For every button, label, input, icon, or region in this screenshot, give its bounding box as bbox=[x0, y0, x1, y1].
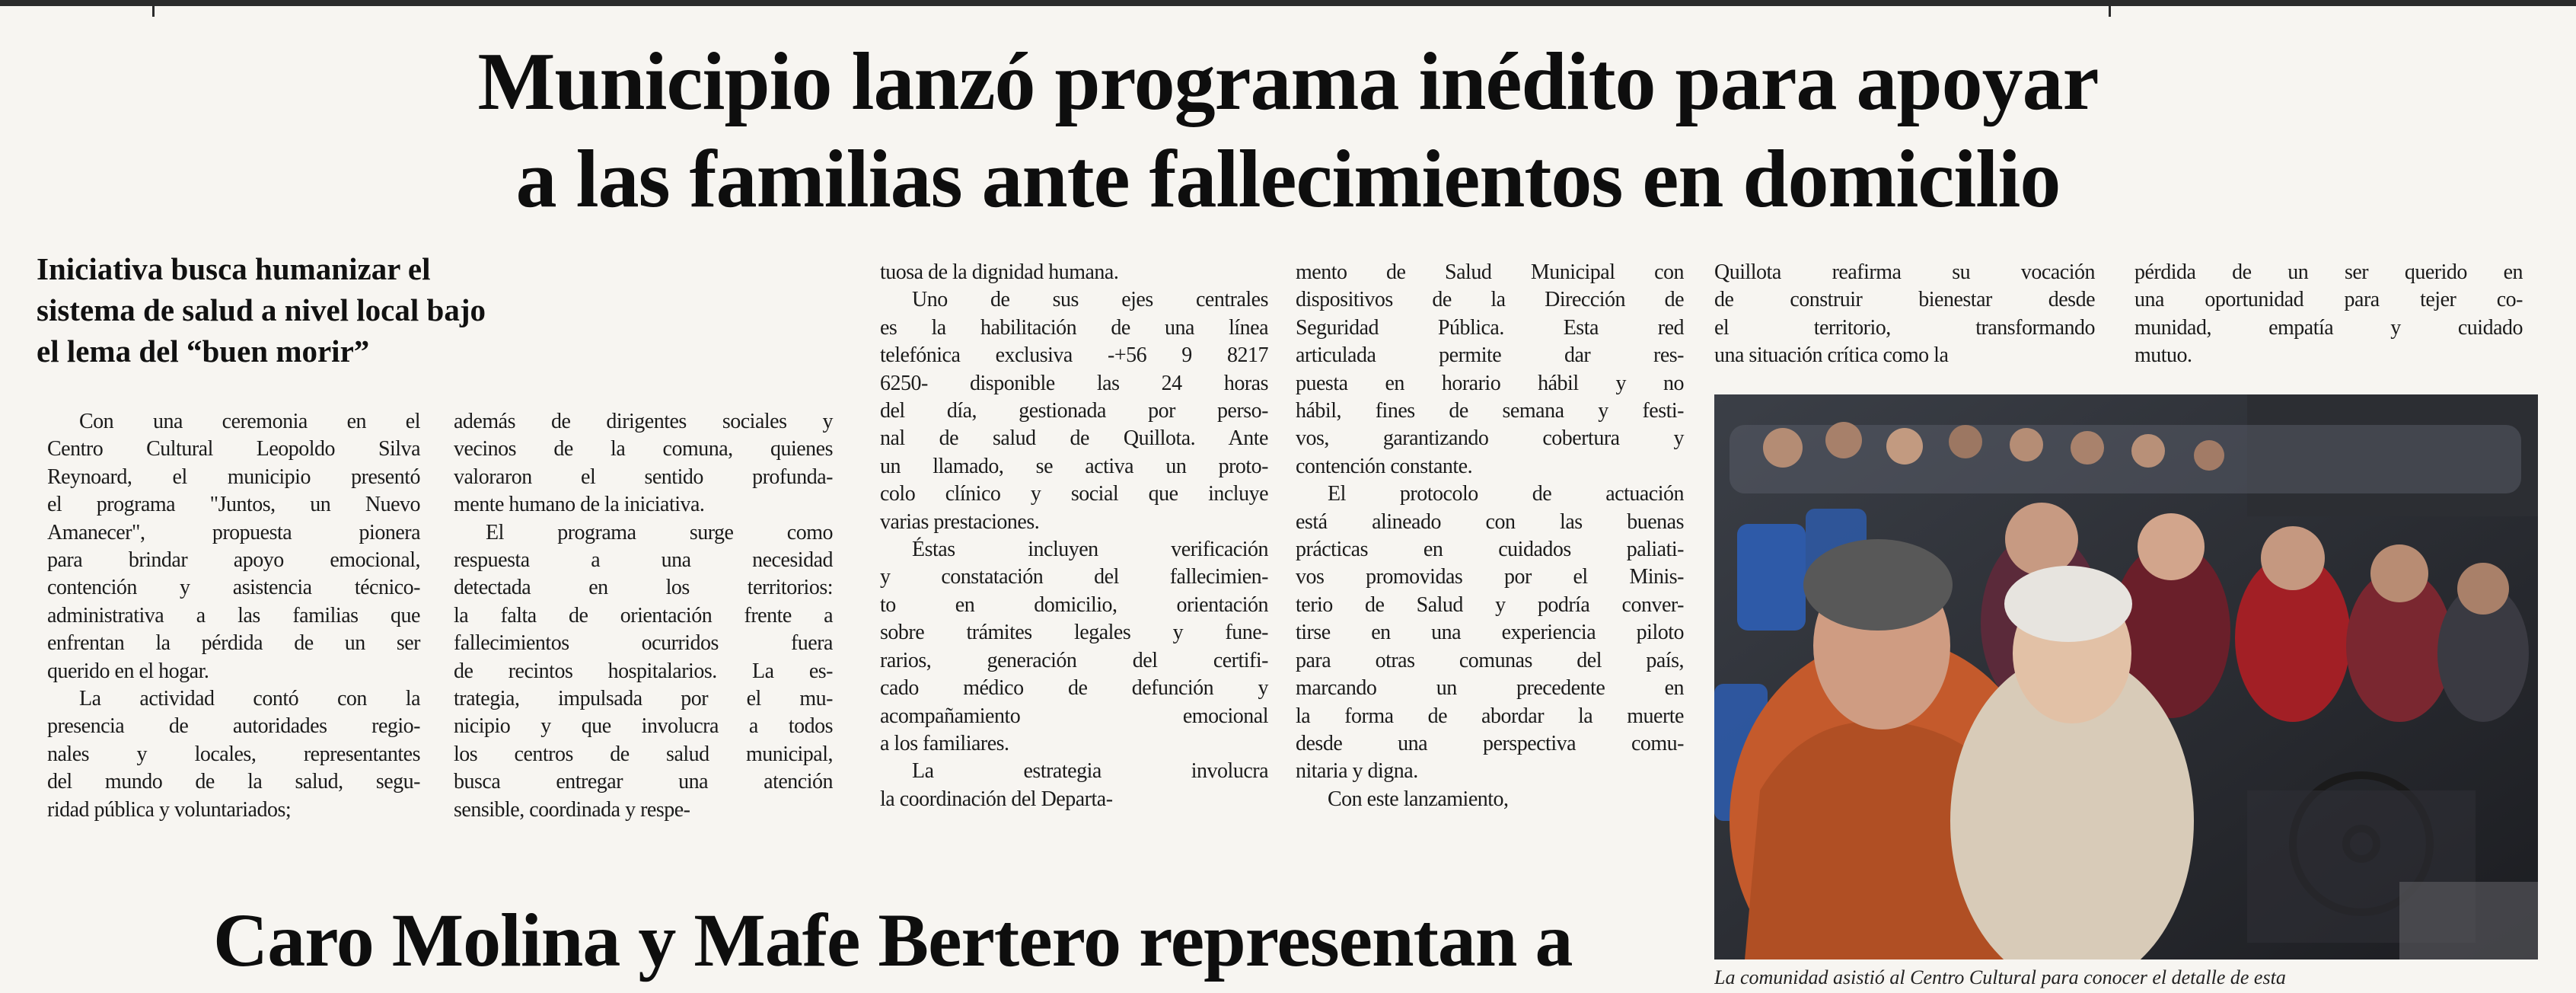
article-text-line: para brindar apoyo emocional, bbox=[47, 548, 420, 573]
article-text-line: vos, garantizando cobertura y bbox=[1296, 426, 1684, 451]
article-text-line: varias prestaciones. bbox=[880, 509, 1040, 534]
article-text-line: acompañamiento emocional bbox=[880, 704, 1268, 728]
article-text-line: puesta en horario hábil y no bbox=[1296, 371, 1684, 395]
audience-photo-illustration bbox=[1714, 394, 2538, 959]
article-text-line: del día, gestionada por perso- bbox=[880, 399, 1268, 423]
text-column-5 bbox=[1714, 259, 2095, 370]
text-column-4 bbox=[1296, 259, 1684, 813]
article-text-line: dispositivos de la Dirección de bbox=[1296, 288, 1684, 312]
article-text-line: presencia de autoridades regio- bbox=[47, 714, 420, 739]
article-text-line: y constatación del fallecimien- bbox=[880, 565, 1268, 589]
article-text-line: nales y locales, representantes bbox=[47, 742, 420, 766]
article-text-line: Con una ceremonia en el bbox=[79, 410, 420, 433]
article-text-line: es la habilitación de una línea bbox=[880, 315, 1268, 340]
article-text-line: vecinos de la comuna, quienes bbox=[454, 437, 833, 461]
article-text-line: una situación crítica como la bbox=[1714, 343, 1949, 368]
top-rule bbox=[0, 0, 2576, 6]
top-rule-tick bbox=[2109, 0, 2111, 17]
article-text-line: 6250- disponible las 24 horas bbox=[880, 371, 1268, 395]
article-text-line: los centros de salud municipal, bbox=[454, 742, 833, 766]
article-text-line: una oportunidad para tejer co- bbox=[2134, 288, 2523, 312]
text-column-2 bbox=[454, 408, 833, 824]
article-text-line: detectada en los territorios: bbox=[454, 576, 833, 600]
article-text-line: Reynoard, el municipio presentó bbox=[47, 465, 420, 489]
article-text-line: mutuo. bbox=[2134, 343, 2192, 368]
article-text-line: nitaria y digna. bbox=[1296, 759, 1418, 784]
article-text-line: querido en el hogar. bbox=[47, 659, 209, 683]
article-text-line: El programa surge como bbox=[486, 520, 833, 544]
article-text-line: Seguridad Pública. Esta red bbox=[1296, 315, 1684, 340]
article-text-line: Amanecer", propuesta pionera bbox=[47, 520, 420, 544]
article-text-line: cado médico de defunción y bbox=[880, 676, 1268, 701]
article-text-line: la falta de orientación frente a bbox=[454, 603, 833, 627]
article-text-line: marcando un precedente en bbox=[1296, 676, 1684, 701]
text-column-6 bbox=[2134, 259, 2523, 370]
article-text-line: Éstas incluyen verificación bbox=[912, 538, 1268, 562]
article-text-line: nal de salud de Quillota. Ante bbox=[880, 426, 1268, 451]
deck-line: el lema del “buen morir” bbox=[37, 334, 370, 369]
article-text-line: el territorio, transformando bbox=[1714, 315, 2095, 340]
second-story-headline: Caro Molina y Mafe Bertero representan a bbox=[213, 898, 1573, 982]
article-text-line: enfrentan la pérdida de un ser bbox=[47, 631, 420, 656]
headline-line: a las familias ante fallecimientos en domicilio bbox=[515, 134, 2061, 225]
article-text-line: pérdida de un ser querido en bbox=[2134, 260, 2523, 284]
article-text-line: además de dirigentes sociales y bbox=[454, 410, 833, 433]
article-text-line: Uno de sus ejes centrales bbox=[912, 288, 1268, 312]
article-text-line: terio de Salud y podría conver- bbox=[1296, 592, 1684, 617]
article-text-line: tirse en una experiencia piloto bbox=[1296, 621, 1684, 645]
article-text-line: Con este lanzamiento, bbox=[1328, 787, 1509, 811]
article-text-line: nicipio y que involucra a todos bbox=[454, 714, 833, 739]
article-text-line: munidad, empatía y cuidado bbox=[2134, 315, 2523, 340]
article-text-line: contención y asistencia técnico- bbox=[47, 576, 420, 600]
audience-photo bbox=[1714, 394, 2538, 959]
article-text-line: para otras comunas del país, bbox=[1296, 648, 1684, 672]
article-text-line: tuosa de la dignidad humana. bbox=[880, 260, 1119, 284]
article-text-line: telefónica exclusiva -+56 9 8217 bbox=[880, 343, 1268, 368]
headline-line: Municipio lanzó programa inédito para apoyar bbox=[477, 37, 2099, 127]
article-text-line: La actividad contó con la bbox=[79, 687, 420, 711]
article-text-line: fallecimientos ocurridos fuera bbox=[454, 631, 833, 656]
article-text-line: sensible, coordinada y respe- bbox=[454, 797, 690, 822]
article-text-line: mente humano de la iniciativa. bbox=[454, 493, 705, 517]
article-text-line: El protocolo de actuación bbox=[1328, 482, 1684, 506]
article-text-line: Quillota reafirma su vocación bbox=[1714, 260, 2095, 284]
article-text-line: colo clínico y social que incluye bbox=[880, 482, 1268, 506]
article-text-line: el programa "Juntos, un Nuevo bbox=[47, 493, 420, 517]
article-text-line: administrativa a las familias que bbox=[47, 603, 420, 627]
article-text-line: articulada permite dar res- bbox=[1296, 343, 1684, 368]
article-headline bbox=[0, 34, 2576, 228]
article-text-line: rarios, generación del certifi- bbox=[880, 648, 1268, 672]
article-text-line: valoraron el sentido profunda- bbox=[454, 465, 833, 489]
article-text-line: está alineado con las buenas bbox=[1296, 509, 1684, 534]
article-text-line: respuesta a una necesidad bbox=[454, 548, 833, 573]
text-column-3 bbox=[880, 259, 1268, 813]
article-text-line: prácticas en cuidados paliati- bbox=[1296, 538, 1684, 562]
article-text-line: ridad pública y voluntariados; bbox=[47, 797, 292, 822]
article-text-line: la forma de abordar la muerte bbox=[1296, 704, 1684, 728]
article-text-line: busca entregar una atención bbox=[454, 770, 833, 794]
article-text-line: la coordinación del Departa- bbox=[880, 787, 1113, 811]
article-text-line: La estrategia involucra bbox=[912, 759, 1268, 784]
text-column-1 bbox=[47, 408, 420, 824]
deck-line: sistema de salud a nivel local bajo bbox=[37, 292, 486, 327]
photo-caption: La comunidad asistió al Centro Cultural para conocer el detalle de esta bbox=[1714, 966, 2286, 988]
article-text-line: a los familiares. bbox=[880, 731, 1009, 755]
article-text-line: to en domicilio, orientación bbox=[880, 592, 1268, 617]
article-deck bbox=[37, 248, 615, 372]
article-text-line: sobre trámites legales y fune- bbox=[880, 621, 1268, 645]
article-text-line: del mundo de la salud, segu- bbox=[47, 770, 420, 794]
deck-line: Iniciativa busca humanizar el bbox=[37, 251, 431, 286]
article-text-line: mento de Salud Municipal con bbox=[1296, 260, 1684, 284]
article-text-line: Centro Cultural Leopoldo Silva bbox=[47, 437, 420, 461]
article-text-line: hábil, fines de semana y festi- bbox=[1296, 399, 1684, 423]
article-text-line: de recintos hospitalarios. La es- bbox=[454, 659, 833, 683]
article-text-line: un llamado, se activa un proto- bbox=[880, 454, 1268, 478]
article-text-line: vos promovidas por el Minis- bbox=[1296, 565, 1684, 589]
top-rule-tick bbox=[152, 0, 155, 17]
article-text-line: de construir bienestar desde bbox=[1714, 288, 2095, 312]
article-text-line: desde una perspectiva comu- bbox=[1296, 731, 1684, 755]
article-text-line: trategia, impulsada por el mu- bbox=[454, 687, 833, 711]
article-text-line: contención constante. bbox=[1296, 454, 1473, 478]
